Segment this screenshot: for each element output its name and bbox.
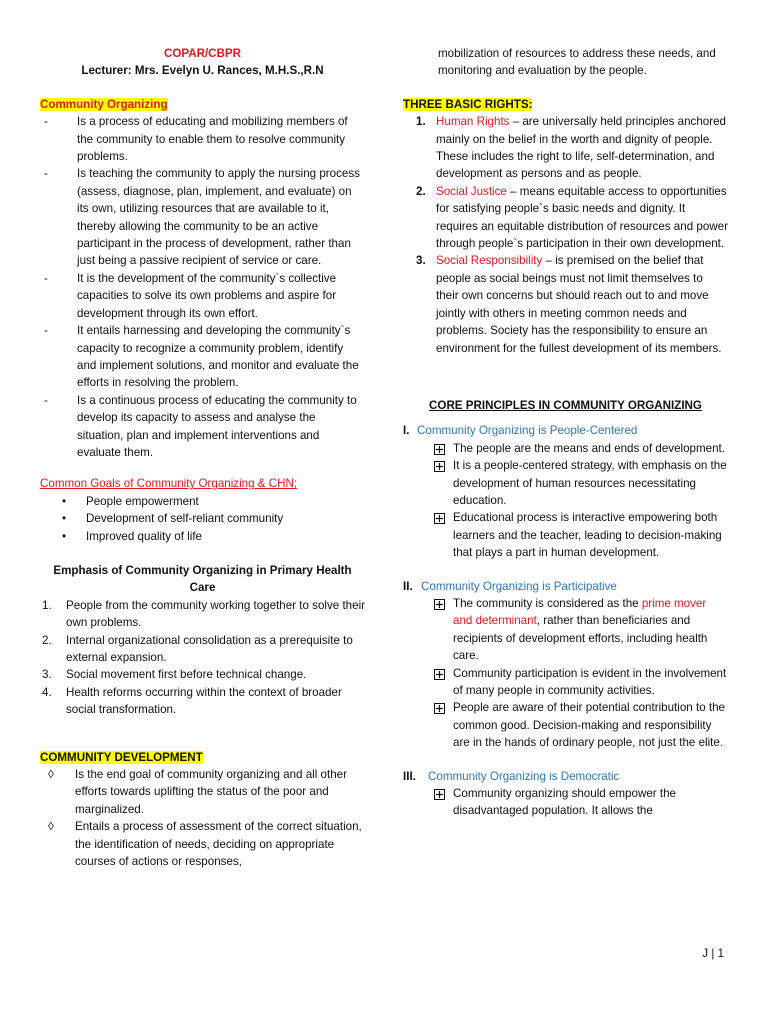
principle-title: Community Organizing is Participative: [421, 579, 617, 593]
number-marker: 2.: [42, 633, 52, 647]
right-description: – means equitable access to opportunities for satisfying people`s basic needs and dignity. It requires an equitable distribution of resources and power through people`s participation in their own development.: [436, 184, 728, 251]
list-item: [40, 493, 365, 510]
list-item: [40, 392, 365, 462]
list-item-text: Is a continuous process of educating the community to develop its capacity to assess and analyse the situation, plan and implement interventions and evaluate them.: [77, 393, 357, 459]
principle-section: [403, 768, 728, 820]
diamond-marker: ◊: [48, 820, 54, 834]
right-term: Human Rights: [436, 115, 510, 129]
list-item-text: The community is considered as the: [453, 596, 642, 610]
number-marker: 1.: [42, 598, 52, 612]
right-description: – are universally held principles anchored mainly on the belief in the worth and dignity of people. These includes the right to life, self-determination, and development as persons and as people.: [436, 115, 727, 181]
principle-heading: [403, 578, 728, 595]
square-cross-icon: [434, 460, 446, 472]
right-item: [403, 183, 728, 253]
list-item-text: Educational process is interactive empowering both learners and the teacher, leading to decision-making that plays a part in human development.: [453, 511, 722, 560]
list-item-text: Community participation is evident in the involvement of many people in community activities.: [453, 666, 727, 697]
list-item-text: The people are the means and ends of development.: [453, 441, 725, 455]
number-marker: 4.: [42, 685, 52, 699]
list-item-text: Development of self-reliant community: [86, 512, 284, 526]
bullet-marker: •: [62, 529, 67, 543]
square-cross-icon: [434, 668, 446, 680]
list-item-text: It entails harnessing and developing the community`s capacity to recognize a community problem, identify and implement solutions, and monitor and evaluate the efforts in resolving the problem.: [77, 324, 359, 390]
dash-marker: -: [44, 324, 48, 338]
list-item: [403, 457, 728, 509]
dash-marker: -: [44, 167, 48, 181]
principle-list: [403, 595, 728, 752]
dash-marker: -: [44, 271, 48, 285]
roman-numeral: II.: [403, 579, 413, 593]
list-item: [40, 766, 365, 818]
list-item-text: , rather than beneficiaries and recipients of development efforts, including health care.: [453, 614, 708, 663]
list-item: [403, 509, 728, 561]
principle-list: [403, 440, 728, 562]
list-item: [40, 684, 365, 719]
list-item-text: People empowerment: [86, 494, 199, 508]
principle-title: Community Organizing is Democratic: [428, 769, 620, 783]
community-development-heading: COMMUNITY DEVELOPMENT: [40, 750, 203, 764]
community-organizing-list: [40, 113, 365, 461]
square-cross-icon: [434, 598, 446, 610]
principle-section: [403, 578, 728, 752]
community-organizing-heading: Community Organizing: [40, 97, 168, 111]
three-rights-heading: THREE BASIC RIGHTS:: [403, 97, 533, 111]
dash-marker: -: [44, 393, 48, 407]
right-item: [403, 252, 728, 356]
diamond-marker: ◊: [48, 768, 54, 782]
right-description: – is premised on the belief that people as social beings must not limit themselves to their own concerns but should reach out to and move jointly with others in meeting common needs and problems. Society has the responsibility to ensure an environment for the fullest development of its members.: [436, 254, 722, 355]
bullet-marker: •: [62, 494, 67, 508]
number-marker: 2.: [416, 184, 426, 198]
principle-heading: [403, 422, 728, 439]
list-item: [40, 818, 365, 870]
list-item-text: Improved quality of life: [86, 529, 202, 543]
list-item: [40, 632, 365, 667]
list-item: [40, 113, 365, 165]
list-item-text: Entails a process of assessment of the correct situation, the identification of needs, deciding on appropriate courses of actions or responses,: [75, 820, 362, 869]
list-item-text: Social movement first before technical change.: [66, 668, 307, 682]
roman-numeral: III.: [403, 769, 416, 783]
core-principles-heading: CORE PRINCIPLES IN COMMUNITY ORGANIZING: [429, 398, 702, 412]
principle-section: [403, 422, 728, 561]
right-item: [403, 113, 728, 183]
common-goals-heading: Common Goals of Community Organizing & CHN;: [40, 477, 298, 491]
list-item: [403, 595, 728, 665]
community-development-continuation: mobilization of resources to address these needs, and monitoring and evaluation by the people.: [438, 47, 716, 78]
community-development-list: [40, 766, 365, 870]
three-rights-list: [403, 113, 728, 357]
number-marker: 3.: [416, 254, 426, 268]
list-item: [40, 597, 365, 632]
list-item: [40, 322, 365, 392]
list-item: [403, 785, 728, 820]
list-item: [40, 270, 365, 322]
highlight-text: prime mover and determinant: [453, 596, 707, 628]
right-term: Social Justice: [436, 184, 507, 198]
list-item-text: People from the community working together to solve their own problems.: [66, 598, 366, 630]
list-item-text: Is teaching the community to apply the nursing process (assess, diagnose, plan, implement, and evaluate) on its own, utilizing resources that are available to it, thereby allowing the community to be an active participant in the process of development, rather than just being a passive recipient of service or care.: [77, 167, 360, 268]
list-item: [40, 510, 365, 527]
principle-heading: [403, 768, 728, 785]
list-item: [40, 528, 365, 545]
square-cross-icon: [434, 702, 446, 714]
list-item-text: It is the development of the community`s collective capacities to solve its own problems and aspire for development through its own effort.: [77, 271, 337, 320]
principle-title: Community Organizing is People-Centered: [417, 424, 638, 438]
square-cross-icon: [434, 512, 446, 524]
left-column: [40, 0, 365, 870]
bullet-marker: •: [62, 512, 67, 526]
common-goals-list: [40, 493, 365, 545]
page-number: J | 1: [702, 947, 724, 960]
emphasis-heading: Emphasis of Community Organizing in Primary Health Care: [53, 563, 352, 595]
number-marker: 3.: [42, 668, 52, 682]
list-item: [403, 440, 728, 457]
lecturer-line: Lecturer: Mrs. Evelyn U. Rances, M.H.S.,R.N: [81, 64, 324, 78]
list-item-text: It is a people-centered strategy, with emphasis on the development of human resources necessitating education.: [453, 459, 727, 507]
principle-list: [403, 785, 728, 820]
list-item: [403, 699, 728, 751]
core-principles-sections: [403, 422, 728, 820]
list-item-text: Is the end goal of community organizing and all other efforts towards uplifting the status of the poor and marginalized.: [75, 768, 347, 816]
square-cross-icon: [434, 443, 446, 455]
document-title: COPAR/CBPR: [163, 47, 242, 60]
dash-marker: -: [44, 115, 48, 129]
list-item-text: Internal organizational consolidation as a prerequisite to external expansion.: [66, 633, 353, 664]
square-cross-icon: [434, 788, 446, 800]
right-column: [403, 0, 728, 820]
list-item: [40, 666, 365, 683]
list-item-text: People are aware of their potential contribution to the common good. Decision-making and responsibility are in the hands of ordinary people, not just the elite.: [453, 701, 725, 750]
list-item-text: Is a process of educating and mobilizing members of the community to enable them to resolve community problems.: [77, 115, 348, 164]
roman-numeral: I.: [403, 424, 410, 438]
list-item: [403, 665, 728, 700]
list-item-text: Community organizing should empower the disadvantaged population. It allows the: [453, 787, 676, 818]
emphasis-list: [40, 597, 365, 719]
right-term: Social Responsibility: [436, 254, 543, 268]
list-item: [40, 165, 365, 269]
number-marker: 1.: [416, 115, 426, 129]
list-item-text: Health reforms occurring within the context of broader social transformation.: [66, 685, 342, 717]
